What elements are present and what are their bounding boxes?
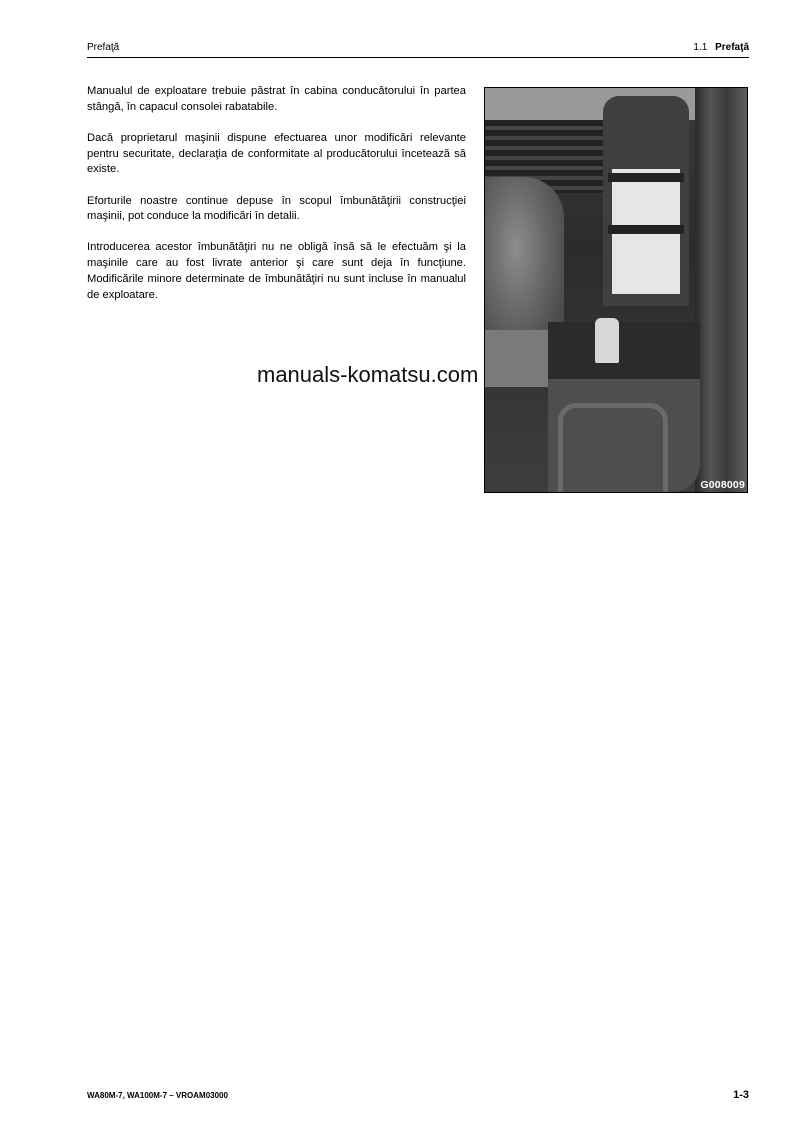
cab-console-photo	[484, 87, 748, 493]
header-section-number: 1.1	[693, 42, 708, 53]
page-footer	[87, 1089, 749, 1105]
header-section-title: Prefaţă	[715, 42, 749, 53]
figure-caption: G008009	[700, 479, 745, 491]
photo-console-compartment	[548, 322, 700, 379]
paragraph: Eforturile noastre continue depuse în scopul îmbunătăţirii construcţiei maşinii, pot conduce la modificări în detalii.	[87, 194, 466, 223]
paragraph: Introducerea acestor îmbunătăţiri nu ne obligă însă să le efectuăm şi la maşinile care au fost livrate anterior şi care sunt deja în funcţiune. Modificările minore determinate de îmbunătăţiri nu sunt incluse în manualul de exploatare.	[87, 241, 466, 301]
body-text	[87, 84, 466, 319]
watermark: manuals-komatsu.com	[257, 362, 479, 387]
photo-console-handle	[558, 403, 668, 492]
photo-bottle	[595, 318, 619, 362]
photo-seat-cushion	[485, 330, 548, 387]
footer-page-number: 1-3	[733, 1089, 749, 1101]
paragraph: Dacă proprietarul maşinii dispune efectuarea unor modificări relevante pentru securitate, declaraţia de conformitate al producătorului încetează să existe.	[87, 131, 466, 176]
paragraph: Manualul de exploatare trebuie păstrat în cabina conducătorului în partea stângă, în capacul consolei rabatabile.	[87, 85, 466, 113]
page-header	[87, 42, 749, 58]
header-divider	[87, 57, 749, 58]
footer-document-id: WA80M-7, WA100M-7 – VROAM03000	[87, 1091, 228, 1100]
photo-cab-pillar	[695, 88, 747, 492]
photo-strap	[608, 225, 684, 234]
header-section	[693, 42, 749, 53]
header-chapter-title: Prefaţă	[87, 42, 120, 53]
photo-strap	[608, 173, 684, 182]
